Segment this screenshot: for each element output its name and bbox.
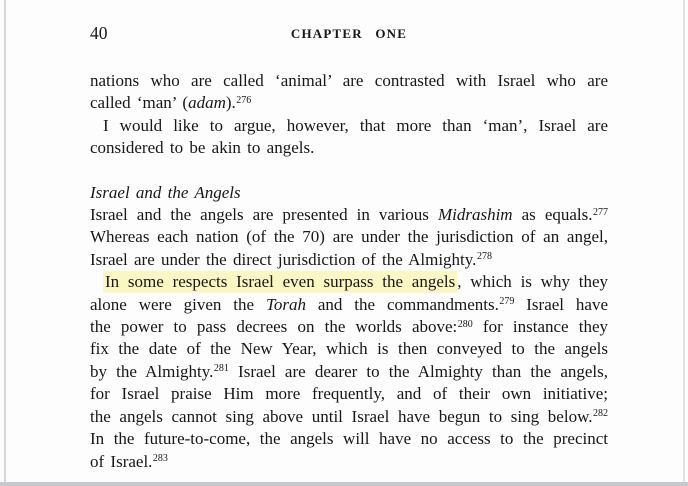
- text-segment: In the future-to-come, the angels will have no access to the precinct: [90, 429, 608, 449]
- footnote-ref: 279: [499, 296, 515, 308]
- text-line: [90, 92, 608, 114]
- text-line: [90, 70, 608, 92]
- text-line: [90, 361, 608, 383]
- text-line: [90, 428, 608, 450]
- scan-edge-left: [4, 0, 6, 486]
- text-segment: Israel and the Angels: [90, 182, 241, 202]
- text-line: [90, 249, 608, 271]
- text-line: [90, 383, 608, 405]
- text-segment: considered to be akin to angels.: [90, 138, 315, 158]
- text-line: [90, 137, 608, 159]
- text-segment: of Israel.: [90, 451, 153, 471]
- footnote-ref: 277: [593, 206, 608, 218]
- footnote-ref: 278: [476, 251, 492, 263]
- scan-edge-bottom: [0, 482, 688, 486]
- footnote-ref: 283: [152, 453, 168, 464]
- body-text: [90, 70, 608, 473]
- text-line: [90, 204, 608, 226]
- text-segment: as equals.: [512, 205, 593, 225]
- text-line: [90, 338, 608, 360]
- text-segment: for Israel praise Him more frequently, and of their own initiative;: [90, 384, 608, 404]
- footnote-ref: 280: [457, 318, 473, 330]
- chapter-title: CHAPTER ONE: [290, 26, 408, 41]
- text-line: [90, 226, 608, 248]
- page-header: [90, 23, 608, 44]
- section-heading: [90, 182, 608, 204]
- text-segment: I would like to argue, however, that more than ‘man’, Israel are: [103, 115, 608, 135]
- scan-edge-right: [683, 0, 685, 486]
- text-segment: by the Almighty.: [90, 361, 214, 381]
- text-line: [90, 294, 608, 316]
- text-segment: the angels cannot sing above until Israel have begun to sing below.: [90, 406, 593, 426]
- highlight-span: In some respects Israel even surpass the angels: [105, 272, 456, 292]
- text-segment: fix the date of the New Year, which is then conveyed to the angels: [90, 339, 608, 359]
- text-segment: ).: [225, 93, 236, 113]
- text-segment: Israel are under the direct jurisdiction of the Almighty.: [90, 249, 477, 269]
- text-segment: alone were given the: [90, 294, 266, 314]
- text-line: [90, 115, 608, 137]
- text-line: [90, 451, 608, 473]
- text-line: [90, 271, 608, 293]
- text-segment: , which is why they: [457, 272, 608, 292]
- text-segment: the power to pass decrees on the worlds above:: [90, 317, 458, 337]
- text-segment: and the commandments.: [305, 294, 499, 314]
- text-segment: adam: [188, 93, 226, 113]
- footnote-ref: 276: [236, 94, 252, 106]
- text-segment: Israel have: [514, 294, 608, 314]
- text-line: [90, 406, 608, 428]
- text-segment: nations who are called ‘animal’ are contrasted with Israel who are: [90, 71, 608, 90]
- text-segment: Israel are dearer to the Almighty than the angels,: [228, 361, 609, 381]
- text-segment: Torah: [265, 294, 306, 314]
- footnote-ref: 282: [593, 408, 608, 420]
- text-segment: Midrashim: [437, 205, 513, 225]
- text-segment: for instance they: [472, 317, 608, 337]
- text-segment: Israel and the angels are presented in various: [90, 205, 438, 225]
- footnote-ref: 281: [213, 363, 229, 375]
- text-line: [90, 316, 608, 338]
- page-number: 40: [90, 23, 108, 43]
- text-segment: Whereas each nation (of the 70) are under the jurisdiction of an angel,: [90, 227, 608, 247]
- text-segment: called ‘man’ (: [90, 93, 189, 113]
